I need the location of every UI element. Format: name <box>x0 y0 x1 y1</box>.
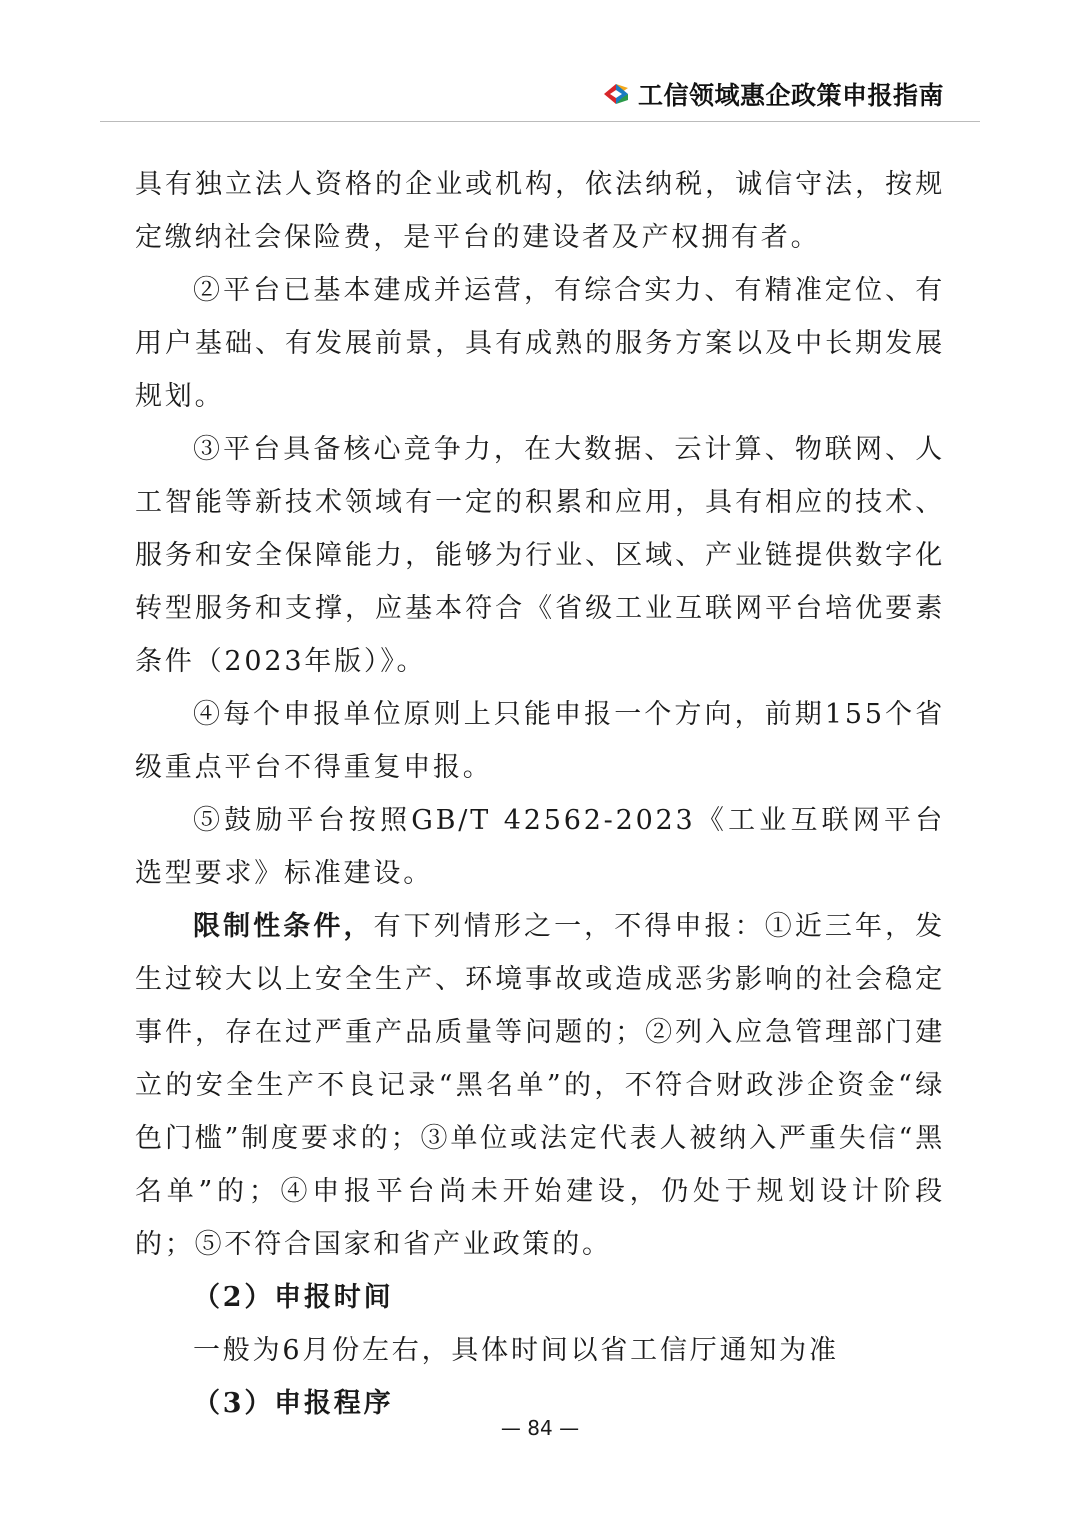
page-header <box>600 76 944 112</box>
paragraph-restrictions <box>135 900 945 1271</box>
page-number: — 84 — <box>500 1416 580 1440</box>
paragraph-condition-3: ③平台具备核心竞争力，在大数据、云计算、物联网、人工智能等新技术领域有一定的积累和应用，具有相应的技术、服务和安全保障能力，能够为行业、区域、产业链提供数字化转型服务和支撑，应基本符合《省级工业互联网平台培优要素条件（2023年版）》。 <box>135 434 945 677</box>
section-heading-application-procedure: （3）申报程序 <box>193 1388 394 1419</box>
header-divider <box>100 121 980 122</box>
paragraph-condition-5: ⑤鼓励平台按照GB/T 42562-2023《工业互联网平台选型要求》标准建设。 <box>135 805 945 889</box>
paragraph-condition-4: ④每个申报单位原则上只能申报一个方向，前期155个省级重点平台不得重复申报。 <box>135 699 945 783</box>
paragraph-eligibility-legal: 具有独立法人资格的企业或机构，依法纳税，诚信守法，按规定缴纳社会保险费，是平台的建设者及产权拥有者。 <box>135 169 945 253</box>
restrictions-label: 限制性条件， <box>193 911 374 942</box>
header-title: 工信领域惠企政策申报指南 <box>637 81 944 110</box>
paragraph-application-time: 一般为6月份左右，具体时间以省工信厅通知为准 <box>193 1335 839 1366</box>
paragraph-condition-2: ②平台已基本建成并运营，有综合实力、有精准定位、有用户基础、有发展前景，具有成熟的服务方案以及中长期发展规划。 <box>135 275 945 412</box>
restrictions-text: 有下列情形之一，不得申报：①近三年，发生过较大以上安全生产、环境事故或造成恶劣影响的社会稳定事件，存在过严重产品质量等问题的；②列入应急管理部门建立的安全生产不良记录“黑名单”的，不符合财政涉企资金“绿色门槛”制度要求的；③单位或法定代表人被纳入严重失信“黑名单”的；④申报平台尚未开始建设，仍处于规划设计阶段的；⑤不符合国家和省产业政策的。 <box>135 911 945 1260</box>
document-body <box>135 158 945 1430</box>
section-heading-application-time: （2）申报时间 <box>193 1282 394 1313</box>
guide-logo-icon <box>600 78 632 110</box>
